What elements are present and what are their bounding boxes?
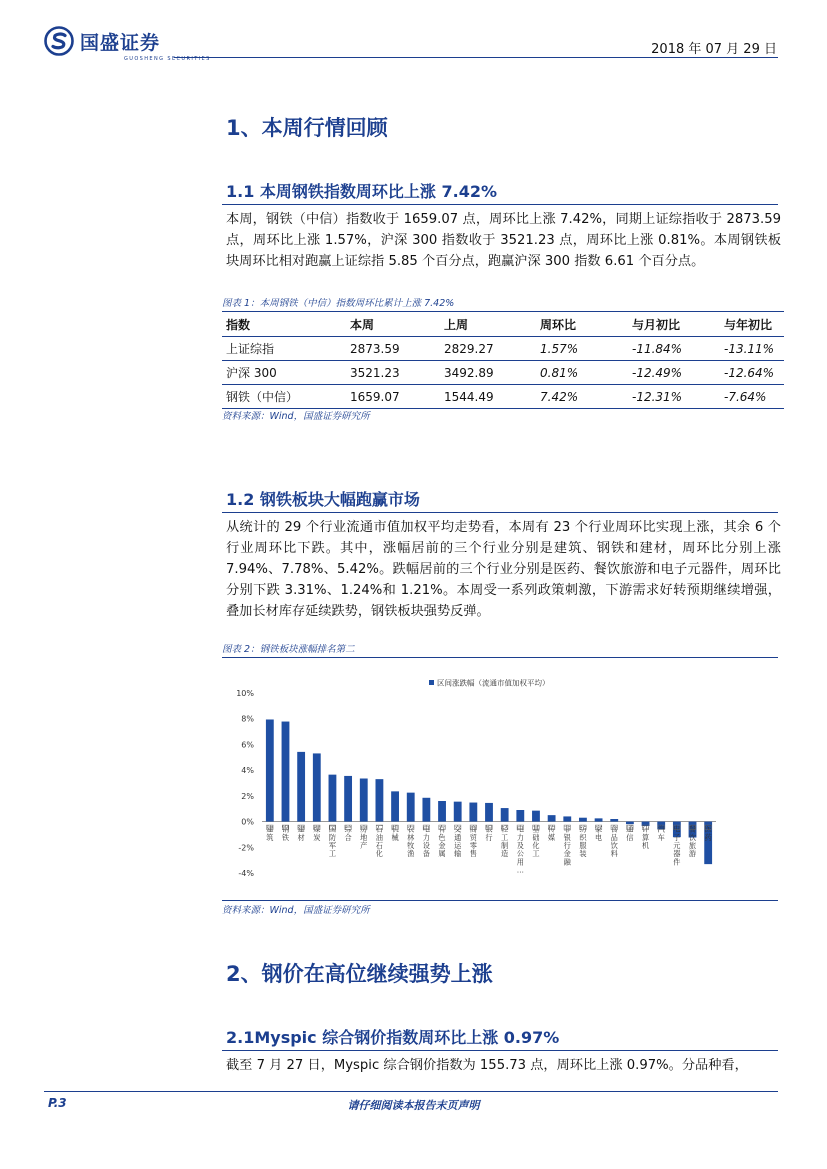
- y-tick-label: -4%: [238, 869, 254, 878]
- chart-caption: 图表 2：钢铁板块涨幅排名第二: [222, 644, 355, 655]
- x-tick-label: 国防军工: [328, 824, 337, 859]
- x-tick-label: 商贸零售: [469, 824, 477, 859]
- x-tick-label: 传媒: [548, 824, 556, 842]
- table-header-cell: 与年初比: [720, 312, 784, 337]
- x-tick-label: 交通运输: [454, 824, 462, 859]
- bar-5: [344, 776, 352, 822]
- bar-2: [297, 752, 305, 822]
- y-tick-label: 8%: [241, 714, 254, 724]
- table-cell: 2829.27: [440, 337, 536, 361]
- table-row: [222, 361, 784, 385]
- bar-19: [563, 816, 571, 821]
- page-number: P.3: [48, 1096, 67, 1110]
- y-tick-label: -2%: [238, 843, 254, 853]
- table-cell: 1659.07: [346, 385, 440, 409]
- x-tick-label: 通信: [626, 824, 634, 842]
- x-tick-label: 计算机: [641, 824, 650, 850]
- x-tick-label: 医药: [704, 824, 712, 842]
- bar-14: [485, 803, 493, 822]
- x-tick-label: 银行: [485, 824, 493, 842]
- bar-9: [407, 793, 415, 822]
- x-tick-label: 建材: [297, 824, 305, 842]
- x-tick-label: 家电: [594, 824, 603, 842]
- chart-bottom-rule: [222, 900, 778, 901]
- x-tick-label: 轻工制造: [501, 824, 509, 859]
- table-cell: 3492.89: [440, 361, 536, 385]
- bar-4: [329, 775, 337, 822]
- bar-1: [282, 722, 290, 822]
- x-tick-label: 电力及公用…: [516, 824, 524, 875]
- x-tick-label: 有色金属: [438, 824, 446, 859]
- footer-rule: [44, 1091, 778, 1092]
- report-date: 2018 年 07 月 29 日: [651, 42, 777, 57]
- bar-13: [469, 803, 477, 822]
- header-rule: [174, 57, 778, 58]
- legend-swatch: [429, 680, 434, 685]
- table-cell: 3521.23: [346, 361, 440, 385]
- y-tick-label: 2%: [241, 791, 254, 801]
- table-cell: 上证综指: [222, 337, 346, 361]
- table-cell: 1.57%: [536, 337, 628, 361]
- table-cell: -12.64%: [720, 361, 784, 385]
- x-tick-label: 基础化工: [532, 824, 540, 859]
- x-tick-label: 建筑: [266, 824, 274, 842]
- section-1-2-title: 1.2 钢铁板块大幅跑赢市场: [226, 490, 420, 509]
- x-tick-label: 电子元器件: [673, 824, 681, 867]
- table-cell: -11.84%: [628, 337, 720, 361]
- x-tick-label: 食品饮料: [610, 824, 618, 859]
- x-tick-label: 机械: [391, 824, 399, 842]
- bar-0: [266, 719, 274, 821]
- bar-12: [454, 802, 462, 822]
- section-1-2-paragraph: 从统计的 29 个行业流通市值加权平均走势看，本周有 23 个行业周环比实现上涨，其余 6 个行业周环比下跌。其中，涨幅居前的三个行业分别是建筑、钢铁和建材，周环比分别上涨 7.94%、7.78%、5.42%。跌幅居前的三个行业分别是医药、餐饮旅游和电子元器件，周环比分别下跌 3.31%、1.24%和 1.21%。本周受一系列政策刺激，下游需求好转预期继续增强，叠加长材库存延续跌势，钢铁板块强势反弹。: [226, 520, 781, 619]
- company-name-en: GUOSHENG SECURITIES: [124, 56, 211, 62]
- table-header-cell: 与月初比: [628, 312, 720, 337]
- y-tick-label: 10%: [236, 689, 254, 698]
- x-tick-label: 综合: [344, 824, 352, 842]
- bar-18: [548, 815, 556, 821]
- bar-11: [438, 801, 446, 822]
- bar-16: [516, 810, 524, 822]
- bar-22: [610, 819, 618, 822]
- legend-label: 区间涨跌幅（流通市值加权平均）: [437, 678, 550, 688]
- bar-21: [595, 818, 603, 821]
- section-1-1-title: 1.1 本周钢铁指数周环比上涨 7.42%: [226, 182, 497, 201]
- table-cell: 2873.59: [346, 337, 440, 361]
- bar-17: [532, 811, 540, 822]
- bar-10: [422, 798, 430, 822]
- table-header-cell: 指数: [222, 312, 346, 337]
- x-tick-label: 电力设备: [422, 824, 430, 859]
- section-1-2-rule: [222, 512, 778, 513]
- section-1-title: 1、本周行情回顾: [226, 116, 388, 140]
- table-header-row: [222, 312, 784, 337]
- table-1-caption: 图表 1：本周钢铁（中信）指数周环比累计上涨 7.42%: [222, 298, 455, 309]
- bar-6: [360, 779, 368, 822]
- x-tick-label: 房地产: [360, 824, 368, 850]
- company-name: 国盛证券: [80, 31, 161, 54]
- industry-return-chart: [218, 666, 778, 892]
- bar-20: [579, 818, 587, 822]
- logo-mark-icon: [44, 26, 74, 56]
- table-header-cell: 本周: [346, 312, 440, 337]
- x-tick-label: 钢铁: [281, 824, 290, 842]
- bar-15: [501, 808, 509, 822]
- y-tick-label: 0%: [241, 817, 254, 827]
- x-tick-label: 非银行金融: [563, 824, 571, 867]
- index-table: [222, 311, 784, 409]
- table-row: [222, 337, 784, 361]
- section-2-title: 2、钢价在高位继续强势上涨: [226, 962, 493, 986]
- company-logo: [44, 24, 211, 62]
- y-tick-label: 6%: [241, 740, 254, 750]
- table-cell: 钢铁（中信）: [222, 385, 346, 409]
- chart-top-rule: [222, 657, 778, 658]
- table-cell: -12.31%: [628, 385, 720, 409]
- section-1-1-paragraph: 本周，钢铁（中信）指数收于 1659.07 点，周环比上涨 7.42%，同期上证综指收于 2873.59 点，周环比上涨 1.57%，沪深 300 指数收于 3521.23 点，周环比上涨 0.81%。本周钢铁板块周环比相对跑赢上证综指 5.85 个百分点，跑赢沪深 300 指数 6.61 个百分点。: [226, 212, 781, 269]
- table-cell: 1544.49: [440, 385, 536, 409]
- table-cell: -7.64%: [720, 385, 784, 409]
- bar-8: [391, 791, 399, 821]
- section-1-1-rule: [222, 204, 778, 205]
- x-tick-label: 纺织服装: [579, 824, 587, 859]
- footer-disclaimer: 请仔细阅读本报告末页声明: [347, 1099, 480, 1112]
- table-cell: 7.42%: [536, 385, 628, 409]
- chart-svg: [218, 666, 778, 892]
- y-tick-label: 4%: [241, 766, 254, 776]
- x-tick-label: 农林牧渔: [407, 824, 415, 859]
- section-2-1-title: 2.1Myspic 综合钢价指数周环比上涨 0.97%: [226, 1028, 560, 1047]
- x-tick-label: 石油石化: [375, 824, 384, 859]
- table-1-source: 资料来源：Wind，国盛证券研究所: [222, 411, 370, 422]
- table-cell: 沪深 300: [222, 361, 346, 385]
- table-cell: 0.81%: [536, 361, 628, 385]
- table-header-cell: 周环比: [536, 312, 628, 337]
- bar-3: [313, 753, 321, 821]
- table-row: [222, 385, 784, 409]
- bar-7: [376, 779, 384, 821]
- x-tick-label: 煤炭: [313, 824, 321, 842]
- section-2-1-rule: [222, 1050, 778, 1051]
- x-tick-label: 餐饮旅游: [688, 824, 697, 859]
- chart-source: 资料来源：Wind，国盛证券研究所: [222, 905, 370, 916]
- section-2-1-paragraph: 截至 7 月 27 日，Myspic 综合钢价指数为 155.73 点，周环比上涨 0.97%。分品种看，: [226, 1058, 748, 1073]
- table-header-cell: 上周: [440, 312, 536, 337]
- x-tick-label: 汽车: [657, 824, 665, 842]
- table-cell: -12.49%: [628, 361, 720, 385]
- table-cell: -13.11%: [720, 337, 784, 361]
